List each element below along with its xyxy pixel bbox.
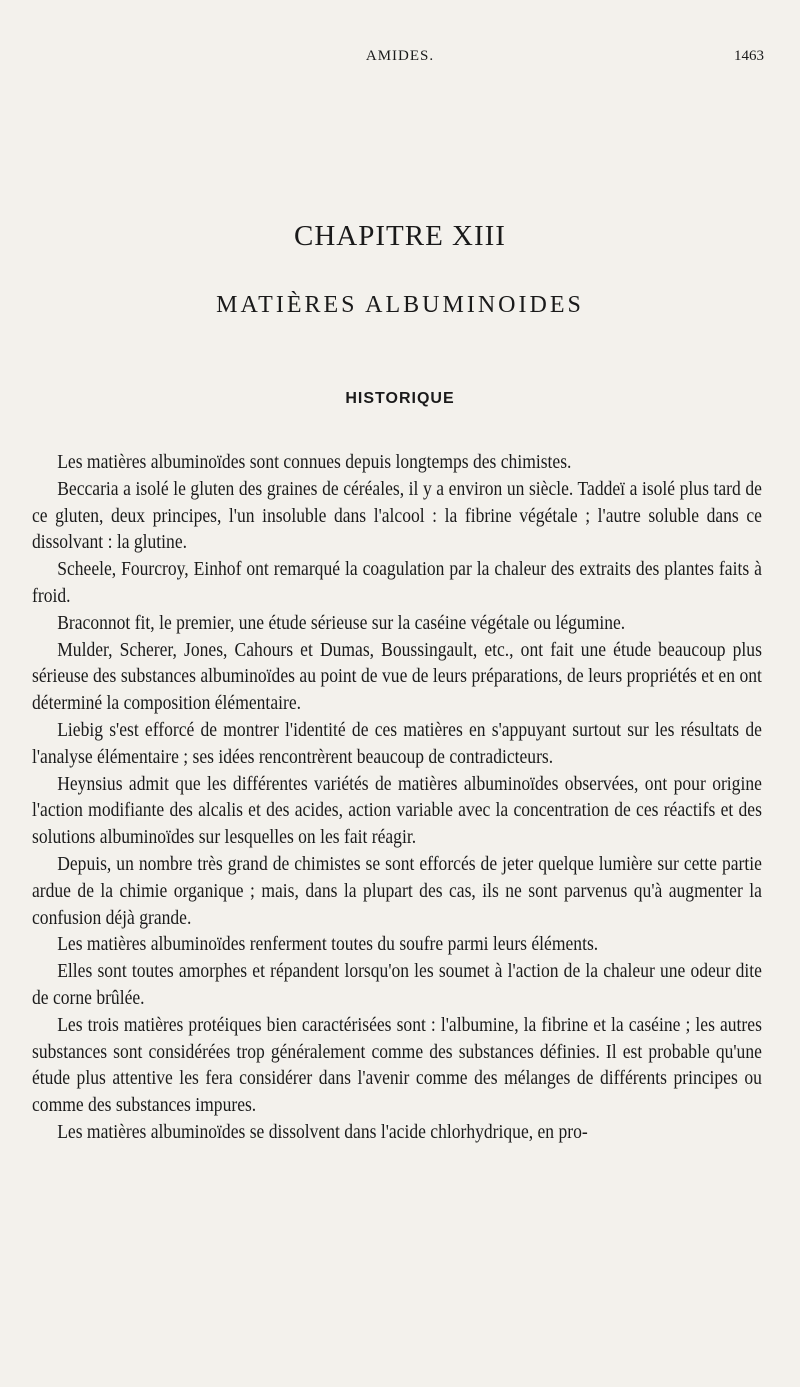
paragraph: Scheele, Fourcroy, Einhof ont remarqué la coagulation par la chaleur des extraits des plantes faits à froid.: [32, 559, 762, 607]
chapter-subject: MATIÈRES ALBUMINOIDES: [216, 292, 584, 318]
paragraph: Les matières albuminoïdes sont connues depuis longtemps des chimistes.: [57, 452, 572, 473]
paragraph: Les trois matières protéiques bien caractérisées sont : l'albumine, la fibrine et la caséine ; les autres substances sont considérées trop généralement comme des substances définies. Il est probable qu'une étude plus attentive les fera considérer dans l'avenir comme des mélanges de différents principes ou comme des substances impures.: [32, 1014, 762, 1117]
running-title: AMIDES.: [365, 48, 435, 64]
paragraph: Beccaria a isolé le gluten des graines de céréales, il y a environ un siècle. Taddeï a isolé plus tard de ce gluten, deux principes, l'un insoluble dans l'alcool : la fibrine végétale ; l'autre soluble dans ce dissolvant : la glutine.: [32, 478, 762, 554]
paragraph: Braconnot fit, le premier, une étude sérieuse sur la caséine végétale ou légumine.: [57, 612, 626, 634]
paragraph: Liebig s'est efforcé de montrer l'identité de ces matières en s'appuyant surtout sur les résultats de l'analyse élémentaire ; ses idées rencontrèrent beaucoup de contradicteurs.: [32, 719, 762, 768]
paragraph: Heynsius admit que les différentes variétés de matières albuminoïdes observées, ont pour origine l'action modifiante des alcalis et des acides, action variable avec la concentration de ces réactifs et des solutions albuminoïdes sur lesquelles on les fait réagir.: [32, 773, 762, 849]
page-number: 1463: [734, 48, 764, 64]
section-heading: HISTORIQUE: [345, 390, 455, 407]
running-head: [0, 48, 800, 72]
body-text: [32, 450, 762, 1147]
paragraph: Les matières albuminoïdes renferment toutes du soufre parmi leurs éléments.: [57, 934, 599, 956]
paragraph: Mulder, Scherer, Jones, Cahours et Dumas, Boussingault, etc., ont fait une étude beaucoup plus sérieuse des substances albuminoïdes au point de vue de leurs préparations, de leurs propriétés et en ont déterminé la composition élémentaire.: [32, 639, 762, 715]
chapter-title: CHAPITRE XIII: [294, 220, 506, 252]
paragraph: Depuis, un nombre très grand de chimistes se sont efforcés de jeter quelque lumière sur cette partie ardue de la chimie organique ; mais, dans la plupart des cas, ils ne sont parvenus qu'à augmenter la confusion déjà grande.: [32, 853, 762, 929]
paragraph: Elles sont toutes amorphes et répandent lorsqu'on les soumet à l'action de la chaleur une odeur dite de corne brûlée.: [32, 961, 762, 1009]
paragraph: Les matières albuminoïdes se dissolvent dans l'acide chlorhydrique, en pro-: [57, 1121, 588, 1143]
